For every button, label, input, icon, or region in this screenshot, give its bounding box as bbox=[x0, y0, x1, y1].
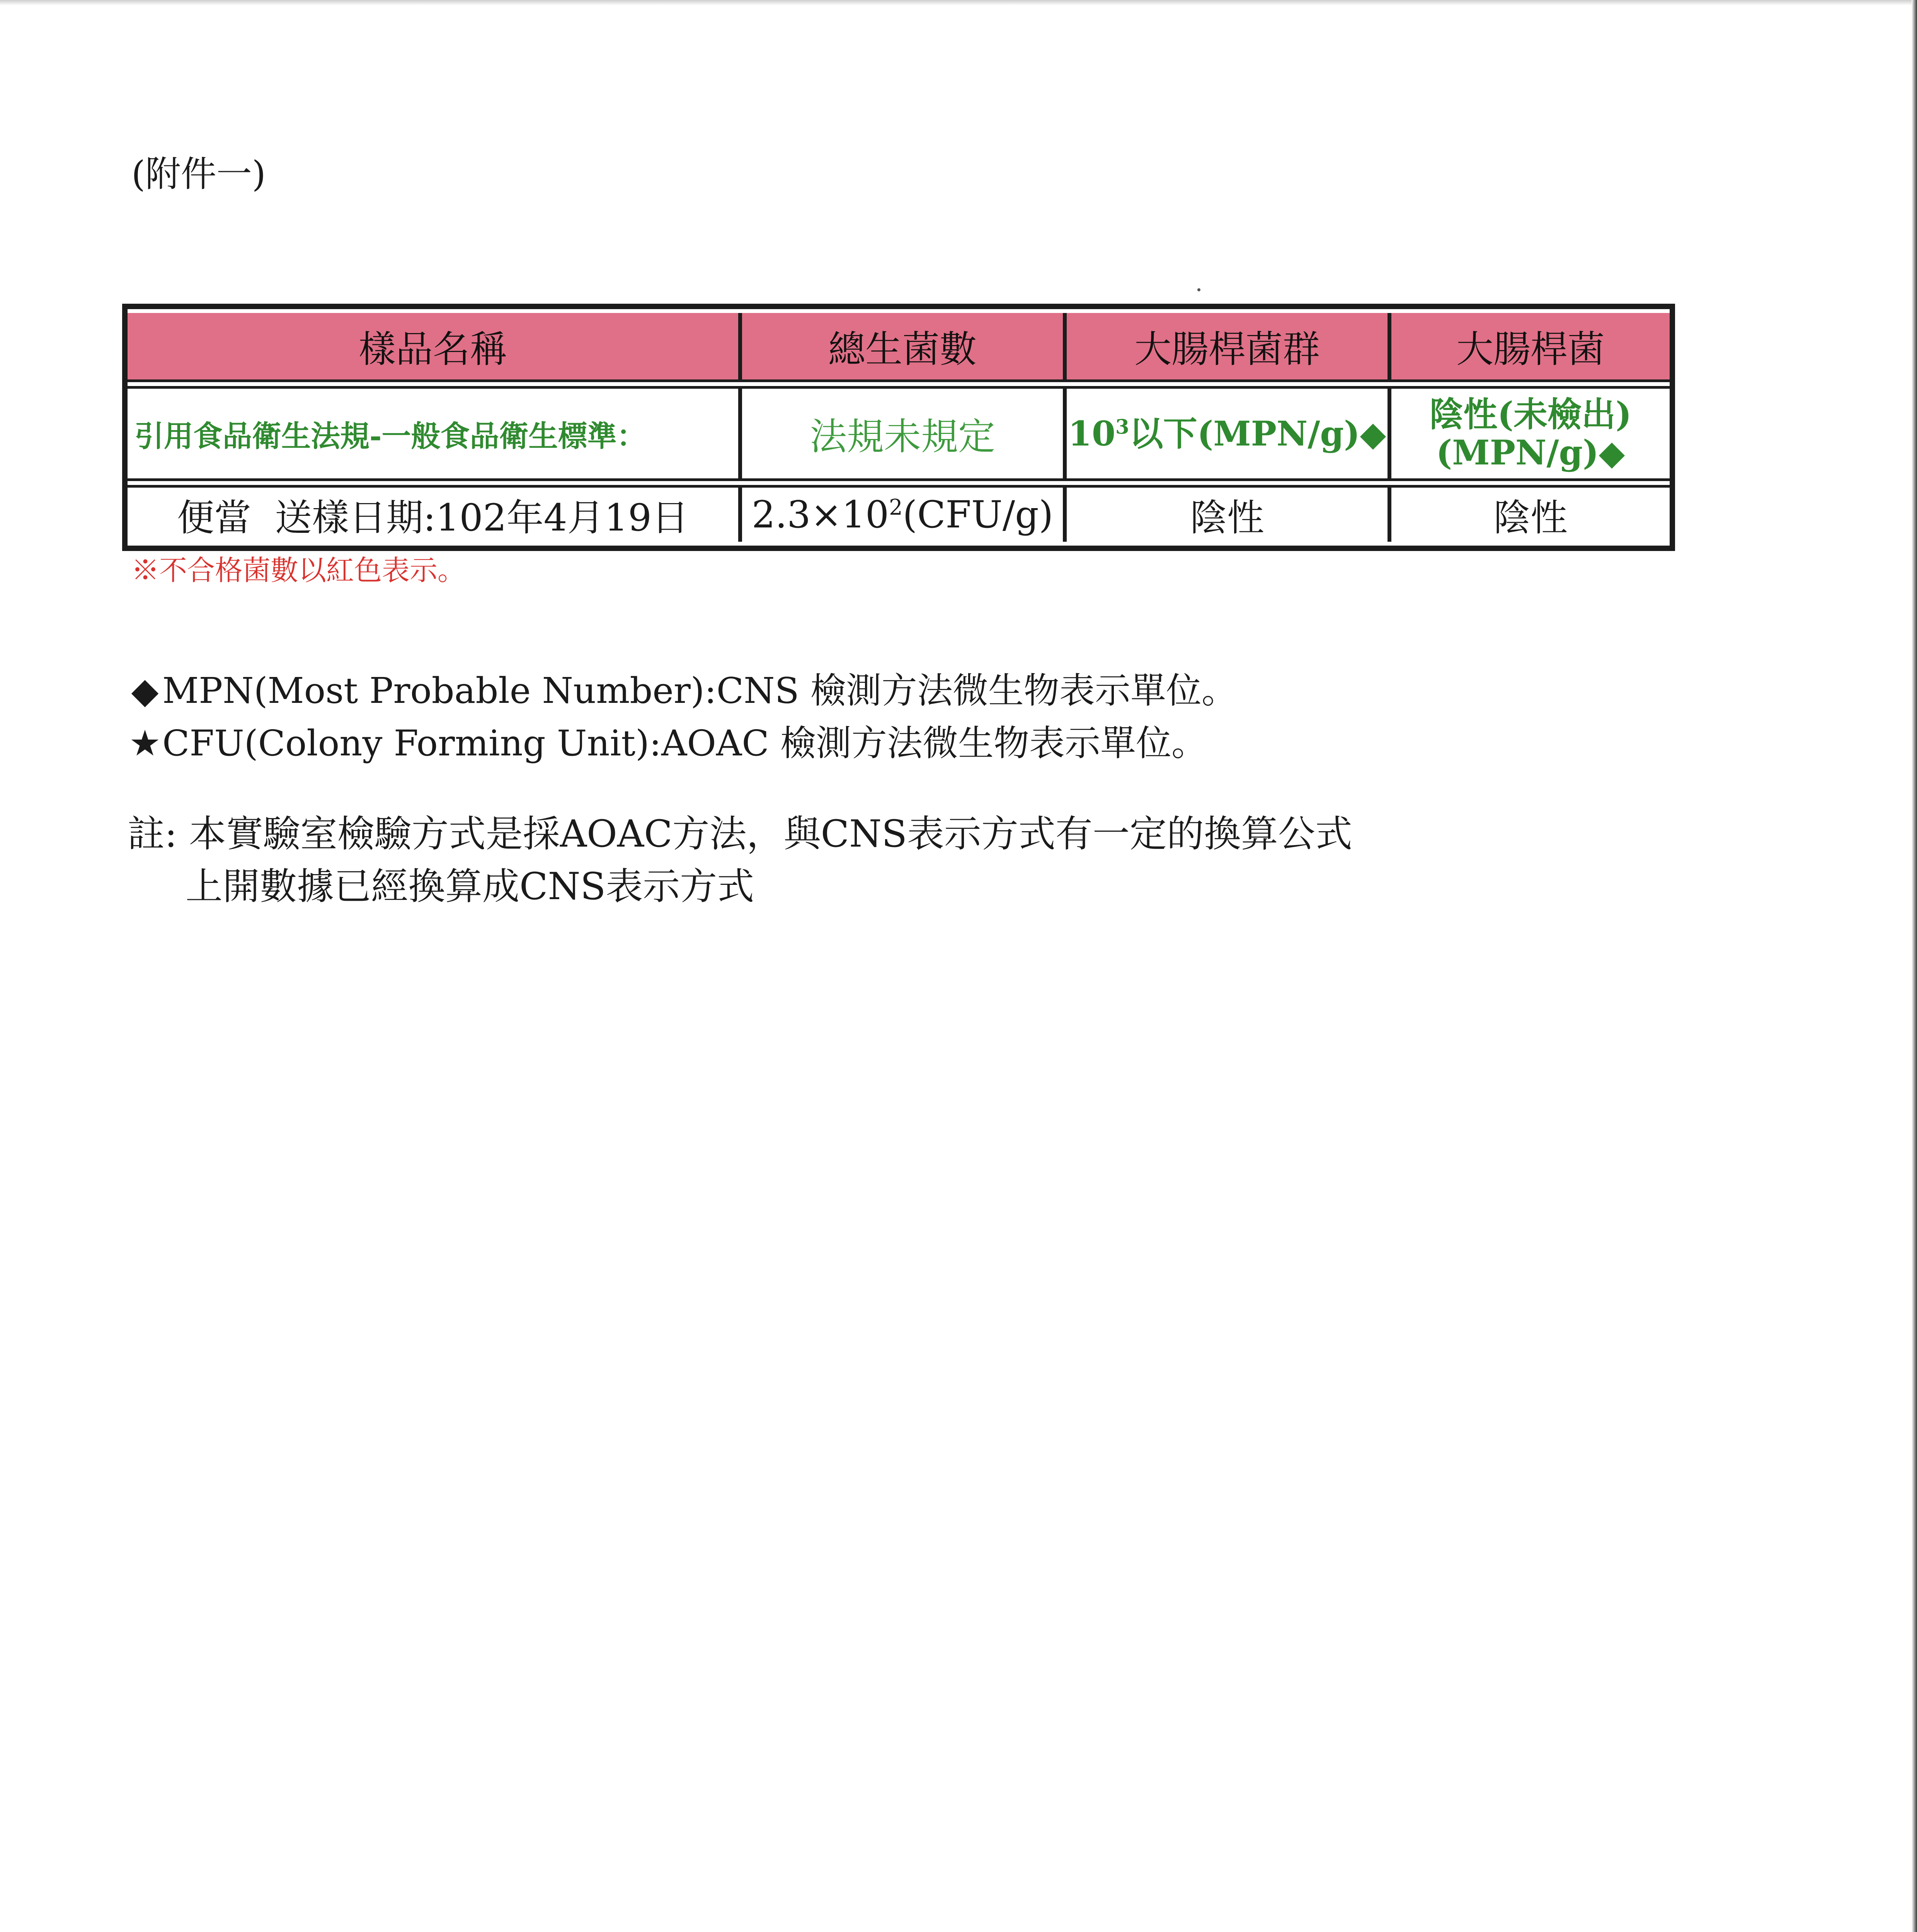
diamond-icon: ◆ bbox=[131, 670, 159, 711]
unit-legend bbox=[128, 665, 1237, 770]
standard-coliform-rest: 以下(MPN/g)◆ bbox=[1129, 413, 1386, 454]
star-icon: ★ bbox=[129, 723, 161, 764]
header-total-count: 總生菌數 bbox=[740, 313, 1065, 382]
attachment-label: (附件一) bbox=[131, 153, 266, 195]
fail-color-note: ※不合格菌數以紅色表示。 bbox=[131, 554, 466, 587]
standard-coliform-base: 10 bbox=[1068, 413, 1116, 454]
sample-total-count bbox=[740, 485, 1065, 542]
sample-ecoli: 陰性 bbox=[1389, 485, 1670, 542]
remark-line1: 註: 本實驗室檢驗方式是採AOAC方法，與CNS表示方式有一定的換算公式 bbox=[128, 812, 1352, 855]
standard-total-count: 法規未規定 bbox=[740, 386, 1065, 481]
standard-row bbox=[128, 386, 1670, 481]
standard-label: 引用食品衛生法規-一般食品衛生標準： bbox=[128, 386, 740, 481]
scan-edge-right bbox=[1912, 0, 1917, 1932]
sample-total-count-unit: (CFU/g) bbox=[902, 493, 1054, 536]
table-header-row bbox=[128, 313, 1670, 382]
legend-cfu-text: CFU(Colony Forming Unit):AOAC 檢測方法微生物表示單位。 bbox=[162, 723, 1207, 764]
header-sample-name: 樣品名稱 bbox=[128, 313, 740, 382]
header-ecoli: 大腸桿菌 bbox=[1389, 313, 1670, 382]
legend-cfu bbox=[128, 717, 1237, 770]
standard-coliform-exponent: 3 bbox=[1115, 415, 1129, 439]
remark-line2: 上開數據已經換算成CNS表示方式 bbox=[186, 865, 754, 908]
standard-ecoli-line2: (MPN/g)◆ bbox=[1436, 432, 1625, 473]
header-coliform: 大腸桿菌群 bbox=[1065, 313, 1389, 382]
legend-mpn-text: MPN(Most Probable Number):CNS 檢測方法微生物表示單位。 bbox=[162, 670, 1237, 711]
remark bbox=[128, 808, 1352, 913]
bacteria-results-table bbox=[122, 304, 1675, 551]
sample-coliform: 陰性 bbox=[1065, 485, 1389, 542]
standard-coliform bbox=[1065, 386, 1389, 481]
legend-mpn bbox=[128, 665, 1237, 717]
sample-name: 便當 送樣日期:102年4月19日 bbox=[128, 485, 740, 542]
standard-ecoli-line1: 陰性(未檢出) bbox=[1429, 394, 1632, 435]
sample-total-count-exponent: 2 bbox=[889, 495, 903, 520]
sample-row bbox=[128, 485, 1670, 542]
standard-ecoli bbox=[1389, 386, 1670, 481]
scan-dust-dot bbox=[1197, 288, 1200, 291]
scan-edge-top bbox=[0, 0, 1917, 5]
sample-total-count-base: 2.3×10 bbox=[751, 493, 889, 536]
